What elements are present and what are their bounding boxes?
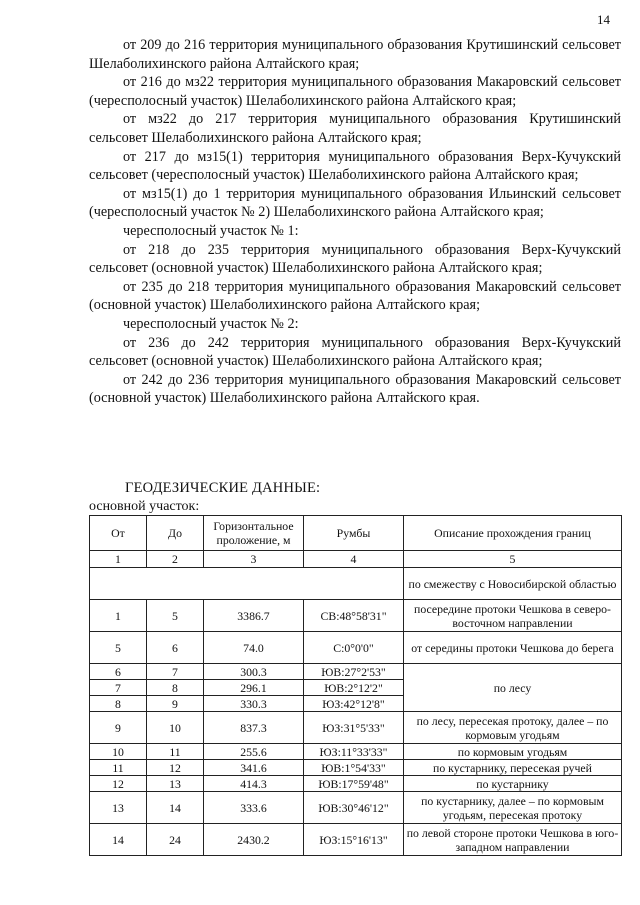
- cell-from: 11: [90, 760, 147, 776]
- header-bearing: Румбы: [304, 516, 404, 551]
- cell-distance: 300.3: [204, 664, 304, 680]
- cell-to: 12: [147, 760, 204, 776]
- table-row: [90, 792, 622, 824]
- cell-description: по кустарнику, далее – по кормовым угодьям, пересекая протоку: [404, 792, 622, 824]
- cell-description: по кормовым угодьям: [404, 744, 622, 760]
- table-row: [90, 760, 622, 776]
- geodata-table: [89, 515, 622, 856]
- cell-distance: 414.3: [204, 776, 304, 792]
- cell-description: по лесу, пересекая протоку, далее – по кормовым угодьям: [404, 712, 622, 744]
- cell-description: по левой стороне протоки Чешкова в юго-западном направлении: [404, 824, 622, 856]
- cell-from: 5: [90, 632, 147, 664]
- cell-from: 14: [90, 824, 147, 856]
- cell-to: 11: [147, 744, 204, 760]
- cell-from: 8: [90, 696, 147, 712]
- cell-bearing: ЮВ:27°2'53": [304, 664, 404, 680]
- table-header-row: [90, 516, 622, 551]
- intro-row: [90, 568, 622, 600]
- cell-from: 13: [90, 792, 147, 824]
- cell-bearing: ЮЗ:31°5'33": [304, 712, 404, 744]
- column-number: 3: [204, 551, 304, 568]
- cell-to: 9: [147, 696, 204, 712]
- table-row: [90, 744, 622, 760]
- paragraph: от 236 до 242 территория муниципального образования Верх-Кучукский сельсовет (основной участок) Шелаболихинского района Алтайского края;: [89, 334, 621, 370]
- document-body: [89, 36, 621, 408]
- cell-from: 9: [90, 712, 147, 744]
- cell-bearing: ЮВ:17°59'48": [304, 776, 404, 792]
- table-row: [90, 776, 622, 792]
- header-from: От: [90, 516, 147, 551]
- cell-bearing: ЮЗ:42°12'8": [304, 696, 404, 712]
- cell-distance: 296.1: [204, 680, 304, 696]
- cell-from: 10: [90, 744, 147, 760]
- cell-bearing: ЮВ:2°12'2": [304, 680, 404, 696]
- cell-description: от середины протоки Чешкова до берега: [404, 632, 622, 664]
- cell-distance: 3386.7: [204, 600, 304, 632]
- paragraph-subheading: чересполосный участок № 1:: [123, 222, 299, 239]
- cell-to: 10: [147, 712, 204, 744]
- header-description: Описание прохождения границ: [404, 516, 622, 551]
- cell-to: 24: [147, 824, 204, 856]
- column-number: 5: [404, 551, 622, 568]
- cell-distance: 255.6: [204, 744, 304, 760]
- cell-description: по кустарнику: [404, 776, 622, 792]
- paragraph-subheading: чересполосный участок № 2:: [123, 315, 299, 332]
- paragraph: от 218 до 235 территория муниципального образования Верх-Кучукский сельсовет (основной участок) Шелаболихинского района Алтайского края;: [89, 241, 621, 277]
- cell-distance: 330.3: [204, 696, 304, 712]
- cell-distance: 74.0: [204, 632, 304, 664]
- cell-distance: 341.6: [204, 760, 304, 776]
- table-row: [90, 664, 622, 680]
- geodata-subtitle: основной участок:: [89, 499, 200, 514]
- paragraph: от 242 до 236 территория муниципального образования Макаровский сельсовет (основной участок) Шелаболихинского района Алтайского края.: [89, 371, 621, 407]
- cell-bearing: С:0°0'0": [304, 632, 404, 664]
- table-row: [90, 632, 622, 664]
- column-number: 1: [90, 551, 147, 568]
- page-number: 14: [597, 12, 610, 27]
- paragraph: от мз15(1) до 1 территория муниципального образования Ильинский сельсовет (чересполосный участок № 2) Шелаболихинского района Алтайского края;: [89, 185, 621, 221]
- intro-empty-cell: [90, 568, 404, 600]
- cell-distance: 2430.2: [204, 824, 304, 856]
- cell-bearing: ЮВ:30°46'12": [304, 792, 404, 824]
- cell-distance: 837.3: [204, 712, 304, 744]
- geodata-title: ГЕОДЕЗИЧЕСКИЕ ДАННЫЕ:: [125, 480, 321, 496]
- cell-to: 13: [147, 776, 204, 792]
- cell-description: по кустарнику, пересекая ручей: [404, 760, 622, 776]
- table-row: [90, 600, 622, 632]
- table-row: [90, 712, 622, 744]
- column-number-row: [90, 551, 622, 568]
- cell-from: 7: [90, 680, 147, 696]
- paragraph: от 209 до 216 территория муниципального образования Крутишинский сельсовет Шелаболихинского района Алтайского края;: [89, 37, 621, 72]
- cell-bearing: ЮЗ:15°16'13": [304, 824, 404, 856]
- cell-description: посередине протоки Чешкова в северо-восточном направлении: [404, 600, 622, 632]
- cell-to: 5: [147, 600, 204, 632]
- paragraph: от 216 до мз22 территория муниципального образования Макаровский сельсовет (чересполосный участок) Шелаболихинского района Алтайского края;: [89, 74, 621, 109]
- cell-from: 1: [90, 600, 147, 632]
- cell-description-merged: по лесу: [404, 664, 622, 712]
- cell-bearing: ЮВ:1°54'33": [304, 760, 404, 776]
- cell-from: 6: [90, 664, 147, 680]
- paragraph: от 217 до мз15(1) территория муниципального образования Верх-Кучукский сельсовет (чересполосный участок) Шелаболихинского района Алтайского края;: [89, 148, 621, 184]
- cell-to: 7: [147, 664, 204, 680]
- header-to: До: [147, 516, 204, 551]
- cell-bearing: СВ:48°58'31": [304, 600, 404, 632]
- column-number: 2: [147, 551, 204, 568]
- paragraph: от 235 до 218 территория муниципального образования Макаровский сельсовет (основной участок) Шелаболихинского района Алтайского края;: [89, 278, 621, 314]
- table-row: [90, 824, 622, 856]
- intro-description: по смежеству с Новосибирской областью: [404, 568, 622, 600]
- cell-to: 14: [147, 792, 204, 824]
- cell-to: 6: [147, 632, 204, 664]
- cell-distance: 333.6: [204, 792, 304, 824]
- column-number: 4: [304, 551, 404, 568]
- cell-to: 8: [147, 680, 204, 696]
- paragraph: от мз22 до 217 территория муниципального образования Крутишинский сельсовет Шелаболихинского района Алтайского края;: [89, 111, 621, 146]
- cell-from: 12: [90, 776, 147, 792]
- header-distance: Горизонтальное проложение, м: [204, 516, 304, 551]
- cell-bearing: ЮЗ:11°33'33": [304, 744, 404, 760]
